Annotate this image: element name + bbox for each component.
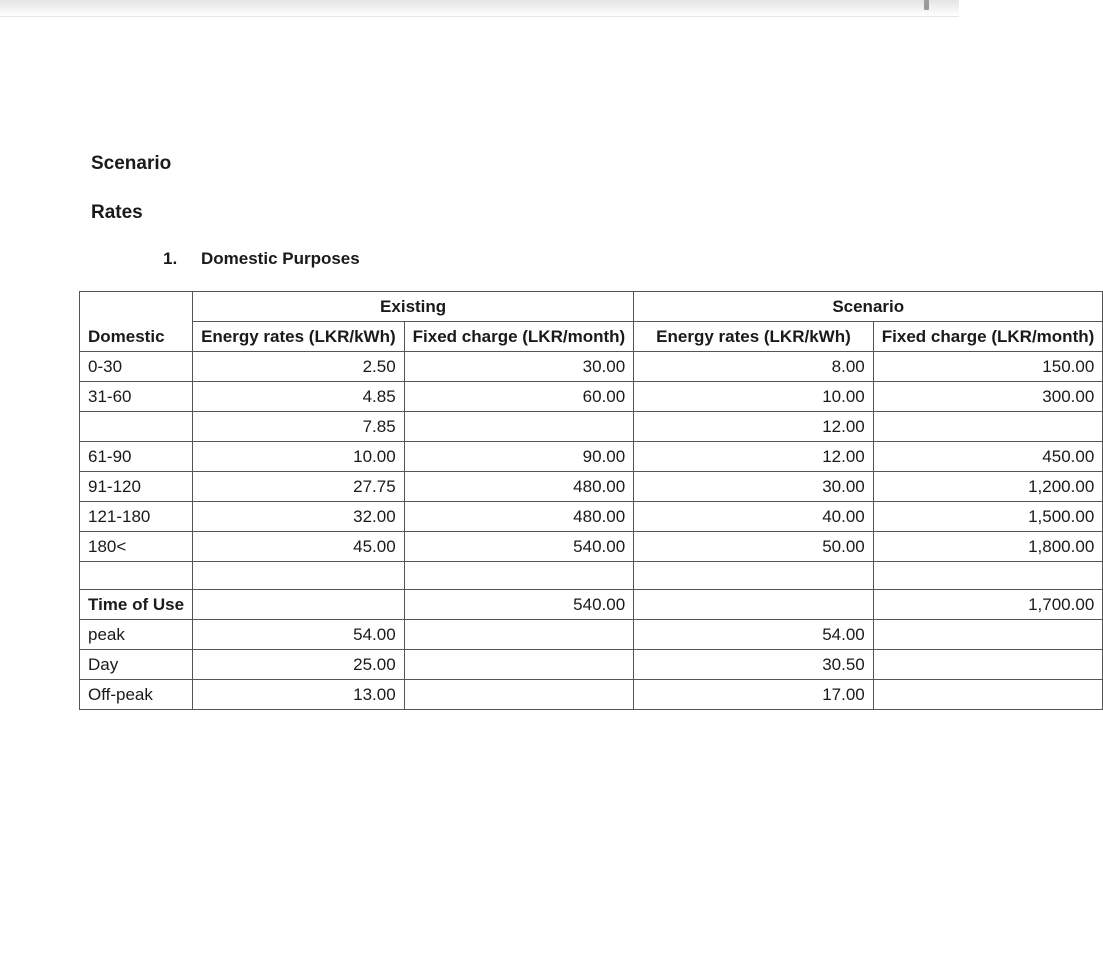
existing-fixed-cell: 540.00 [404,590,634,620]
existing-energy-cell: 45.00 [193,532,405,562]
scenario-fixed-cell: 450.00 [873,442,1103,472]
table-row [80,412,1103,442]
empty-cell [873,650,1103,680]
category-cell: 91-120 [80,472,193,502]
scenario-energy-cell: 8.00 [634,352,874,382]
category-cell: peak [80,620,193,650]
existing-fixed-cell: 540.00 [404,532,634,562]
scroll-handle[interactable] [924,0,929,10]
existing-fixed-cell: 60.00 [404,382,634,412]
table-row [80,382,1103,412]
empty-row [80,562,1103,590]
empty-cell [634,590,874,620]
table-row [80,650,1103,680]
scenario-fixed-cell: 1,200.00 [873,472,1103,502]
existing-fixed-cell: 30.00 [404,352,634,382]
scenario-energy-cell: 17.00 [634,680,874,710]
empty-cell [404,680,634,710]
table-row [80,502,1103,532]
scenario-fixed-header: Fixed charge (LKR/month) [873,322,1103,352]
scenario-fixed-cell: 1,700.00 [873,590,1103,620]
table-row [80,472,1103,502]
category-cell: 61-90 [80,442,193,472]
scenario-energy-cell: 50.00 [634,532,874,562]
table-row [80,532,1103,562]
existing-energy-cell: 54.00 [193,620,405,650]
scenario-fixed-cell: 1,500.00 [873,502,1103,532]
scenario-fixed-cell: 300.00 [873,382,1103,412]
empty-cell [873,680,1103,710]
empty-cell [193,590,405,620]
scenario-energy-cell: 12.00 [634,412,874,442]
table-row [80,680,1103,710]
empty-cell [404,650,634,680]
empty-cell [634,562,874,590]
scenario-energy-cell: 10.00 [634,382,874,412]
rates-table [79,291,1103,710]
scenario-energy-cell: 30.50 [634,650,874,680]
time-of-use-label: Time of Use [80,590,193,620]
existing-fixed-cell [404,412,634,442]
group-header-row [80,292,1103,322]
existing-energy-cell: 25.00 [193,650,405,680]
scenario-fixed-cell [873,412,1103,442]
scenario-group-header: Scenario [634,292,1103,322]
blank-header-cell [80,292,193,322]
scenario-fixed-cell: 1,800.00 [873,532,1103,562]
section-number: 1. [163,249,178,268]
existing-energy-cell: 32.00 [193,502,405,532]
domestic-column-header: Domestic [80,322,193,352]
scenario-energy-cell: 12.00 [634,442,874,472]
category-cell: 0-30 [80,352,193,382]
existing-fixed-cell: 90.00 [404,442,634,472]
scenario-energy-cell: 40.00 [634,502,874,532]
existing-energy-cell: 10.00 [193,442,405,472]
existing-group-header: Existing [193,292,634,322]
scenario-fixed-cell: 150.00 [873,352,1103,382]
empty-cell [873,562,1103,590]
category-cell: Day [80,650,193,680]
existing-fixed-cell: 480.00 [404,472,634,502]
scenario-energy-cell: 30.00 [634,472,874,502]
rates-heading: Rates [91,202,143,223]
existing-energy-cell: 4.85 [193,382,405,412]
time-of-use-row [80,590,1103,620]
existing-energy-cell: 13.00 [193,680,405,710]
existing-energy-header: Energy rates (LKR/kWh) [193,322,405,352]
column-header-row [80,322,1103,352]
table-row [80,620,1103,650]
table-row [80,352,1103,382]
category-cell [80,412,193,442]
empty-cell [193,562,405,590]
scenario-heading: Scenario [91,153,172,174]
empty-cell [873,620,1103,650]
category-cell: Off-peak [80,680,193,710]
existing-energy-cell: 7.85 [193,412,405,442]
category-cell: 121-180 [80,502,193,532]
scenario-energy-cell: 54.00 [634,620,874,650]
existing-fixed-header: Fixed charge (LKR/month) [404,322,634,352]
section-title [163,249,360,269]
category-cell: 31-60 [80,382,193,412]
existing-fixed-cell: 480.00 [404,502,634,532]
empty-cell [404,620,634,650]
category-cell: 180< [80,532,193,562]
existing-energy-cell: 2.50 [193,352,405,382]
empty-cell [404,562,634,590]
table-row [80,442,1103,472]
existing-energy-cell: 27.75 [193,472,405,502]
window-top-bar [0,0,959,17]
empty-cell [80,562,193,590]
scenario-energy-header: Energy rates (LKR/kWh) [634,322,874,352]
section-title-text: Domestic Purposes [201,249,360,268]
